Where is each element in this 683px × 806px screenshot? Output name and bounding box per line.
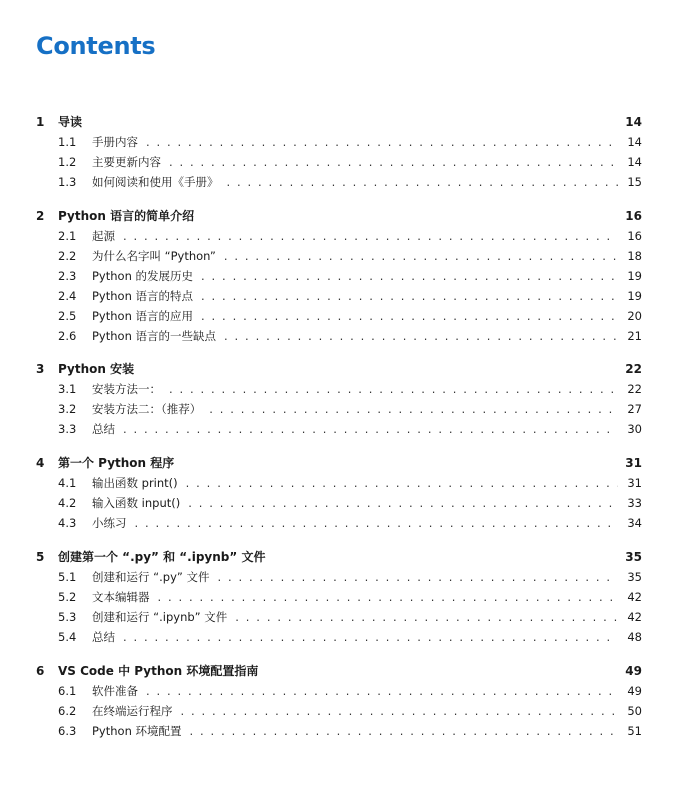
section-number: 1.3 <box>58 175 77 189</box>
section-title: 为什么名字叫 “Python” <box>92 249 216 263</box>
chapter-page: 31 <box>625 456 642 470</box>
section-number: 1.1 <box>58 135 77 149</box>
dot-leader <box>188 493 618 513</box>
dot-leader <box>135 513 619 533</box>
section-page: 19 <box>627 269 642 283</box>
dot-leader <box>146 132 618 152</box>
chapter-number: 6 <box>36 664 45 678</box>
dot-leader <box>227 172 619 192</box>
section-title: 主要更新内容 <box>92 155 161 169</box>
section-number: 2.1 <box>58 229 77 243</box>
section-title: 创建和运行 “.py” 文件 <box>92 570 210 584</box>
dot-leader <box>190 721 618 741</box>
section-number: 5.3 <box>58 610 77 624</box>
chapter-number: 2 <box>36 209 45 223</box>
section-title: 总结 <box>92 422 115 436</box>
section-title: 安装方法二：（推荐） <box>92 402 202 416</box>
chapter-title: VS Code 中 Python 环境配置指南 <box>58 664 259 678</box>
chapter-title: Python 安装 <box>58 362 135 376</box>
section-number: 5.4 <box>58 630 77 644</box>
section-page: 49 <box>627 684 642 698</box>
toc-section-1-2[interactable] <box>36 152 642 172</box>
section-number: 3.3 <box>58 422 77 436</box>
section-title: 输入函数 input() <box>92 496 181 510</box>
toc-section-2-2[interactable] <box>36 246 642 266</box>
section-title: 输出函数 print() <box>92 476 178 490</box>
section-page: 35 <box>627 570 642 584</box>
dot-leader <box>218 567 619 587</box>
section-number: 2.2 <box>58 249 77 263</box>
section-title: Python 语言的一些缺点 <box>92 329 217 343</box>
toc-section-6-1[interactable] <box>36 681 642 701</box>
section-page: 18 <box>627 249 642 263</box>
section-number: 2.3 <box>58 269 77 283</box>
dot-leader <box>201 306 618 326</box>
toc-section-2-1[interactable] <box>36 226 642 246</box>
section-title: 起源 <box>92 229 115 243</box>
section-page: 22 <box>627 382 642 396</box>
section-title: 手册内容 <box>92 135 138 149</box>
section-number: 4.1 <box>58 476 77 490</box>
toc-chapter-2[interactable] <box>36 206 642 226</box>
section-number: 3.1 <box>58 382 77 396</box>
toc-section-6-3[interactable] <box>36 721 642 741</box>
section-number: 5.2 <box>58 590 77 604</box>
chapter-title: 第一个 Python 程序 <box>58 456 175 470</box>
toc-chapter-6[interactable] <box>36 661 642 681</box>
page-title: Contents <box>36 32 156 60</box>
toc-section-2-4[interactable] <box>36 286 642 306</box>
chapter-number: 4 <box>36 456 45 470</box>
toc-section-4-2[interactable] <box>36 493 642 513</box>
chapter-page: 16 <box>625 209 642 223</box>
section-number: 2.5 <box>58 309 77 323</box>
dot-leader <box>158 587 619 607</box>
dot-leader <box>169 152 618 172</box>
toc-chapter-3[interactable] <box>36 359 642 379</box>
toc-section-5-3[interactable] <box>36 607 642 627</box>
toc-section-5-4[interactable] <box>36 627 642 647</box>
section-page: 15 <box>627 175 642 189</box>
section-title: Python 语言的特点 <box>92 289 194 303</box>
section-page: 27 <box>627 402 642 416</box>
dot-leader <box>181 701 619 721</box>
toc-section-2-5[interactable] <box>36 306 642 326</box>
chapter-title: 创建第一个 “.py” 和 “.ipynb” 文件 <box>58 550 266 564</box>
section-page: 16 <box>627 229 642 243</box>
chapter-page: 14 <box>625 115 642 129</box>
section-page: 34 <box>627 516 642 530</box>
dot-leader <box>201 266 618 286</box>
toc-section-3-1[interactable] <box>36 379 642 399</box>
section-number: 2.4 <box>58 289 77 303</box>
section-number: 4.2 <box>58 496 77 510</box>
section-number: 1.2 <box>58 155 77 169</box>
chapter-page: 35 <box>625 550 642 564</box>
section-page: 21 <box>627 329 642 343</box>
toc-chapter-4[interactable] <box>36 453 642 473</box>
toc-section-6-2[interactable] <box>36 701 642 721</box>
toc-chapter-1[interactable] <box>36 112 642 132</box>
toc-section-1-3[interactable] <box>36 172 642 192</box>
chapter-page: 49 <box>625 664 642 678</box>
chapter-title: 导读 <box>58 115 83 129</box>
chapter-page: 22 <box>625 362 642 376</box>
toc-section-1-1[interactable] <box>36 132 642 152</box>
section-title: Python 环境配置 <box>92 724 182 738</box>
section-number: 2.6 <box>58 329 77 343</box>
section-page: 48 <box>627 630 642 644</box>
chapter-number: 3 <box>36 362 45 376</box>
toc-section-2-3[interactable] <box>36 266 642 286</box>
toc-section-4-1[interactable] <box>36 473 642 493</box>
section-title: Python 的发展历史 <box>92 269 194 283</box>
section-number: 6.1 <box>58 684 77 698</box>
section-number: 5.1 <box>58 570 77 584</box>
toc-section-4-3[interactable] <box>36 513 642 533</box>
section-title: 小练习 <box>92 516 127 530</box>
section-page: 14 <box>627 155 642 169</box>
section-page: 14 <box>627 135 642 149</box>
section-page: 20 <box>627 309 642 323</box>
section-number: 4.3 <box>58 516 77 530</box>
dot-leader <box>235 607 618 627</box>
dot-leader <box>186 473 618 493</box>
section-number: 3.2 <box>58 402 77 416</box>
dot-leader <box>123 226 618 246</box>
section-page: 19 <box>627 289 642 303</box>
dot-leader <box>123 419 618 439</box>
toc-section-3-3[interactable] <box>36 419 642 439</box>
chapter-number: 1 <box>36 115 45 129</box>
dot-leader <box>224 326 618 346</box>
dot-leader <box>123 627 618 647</box>
section-page: 30 <box>627 422 642 436</box>
section-title: 在终端运行程序 <box>92 704 173 718</box>
section-number: 6.3 <box>58 724 77 738</box>
section-page: 50 <box>627 704 642 718</box>
section-title: Python 语言的应用 <box>92 309 194 323</box>
toc-chapter-5[interactable] <box>36 547 642 567</box>
toc-section-5-1[interactable] <box>36 567 642 587</box>
section-page: 42 <box>627 590 642 604</box>
section-title: 总结 <box>92 630 115 644</box>
toc-section-5-2[interactable] <box>36 587 642 607</box>
section-title: 文本编辑器 <box>92 590 150 604</box>
dot-leader <box>169 379 618 399</box>
section-number: 6.2 <box>58 704 77 718</box>
section-title: 软件准备 <box>92 684 138 698</box>
toc-section-2-6[interactable] <box>36 326 642 346</box>
dot-leader <box>146 681 618 701</box>
toc-section-3-2[interactable] <box>36 399 642 419</box>
dot-leader <box>224 246 618 266</box>
chapter-title: Python 语言的简单介绍 <box>58 209 195 223</box>
dot-leader <box>209 399 618 419</box>
section-title: 如何阅读和使用《手册》 <box>92 175 219 189</box>
dot-leader <box>201 286 618 306</box>
section-title: 创建和运行 “.ipynb” 文件 <box>92 610 228 624</box>
section-page: 33 <box>627 496 642 510</box>
chapter-number: 5 <box>36 550 45 564</box>
section-title: 安装方法一： <box>92 382 161 396</box>
section-page: 42 <box>627 610 642 624</box>
section-page: 51 <box>627 724 642 738</box>
section-page: 31 <box>627 476 642 490</box>
